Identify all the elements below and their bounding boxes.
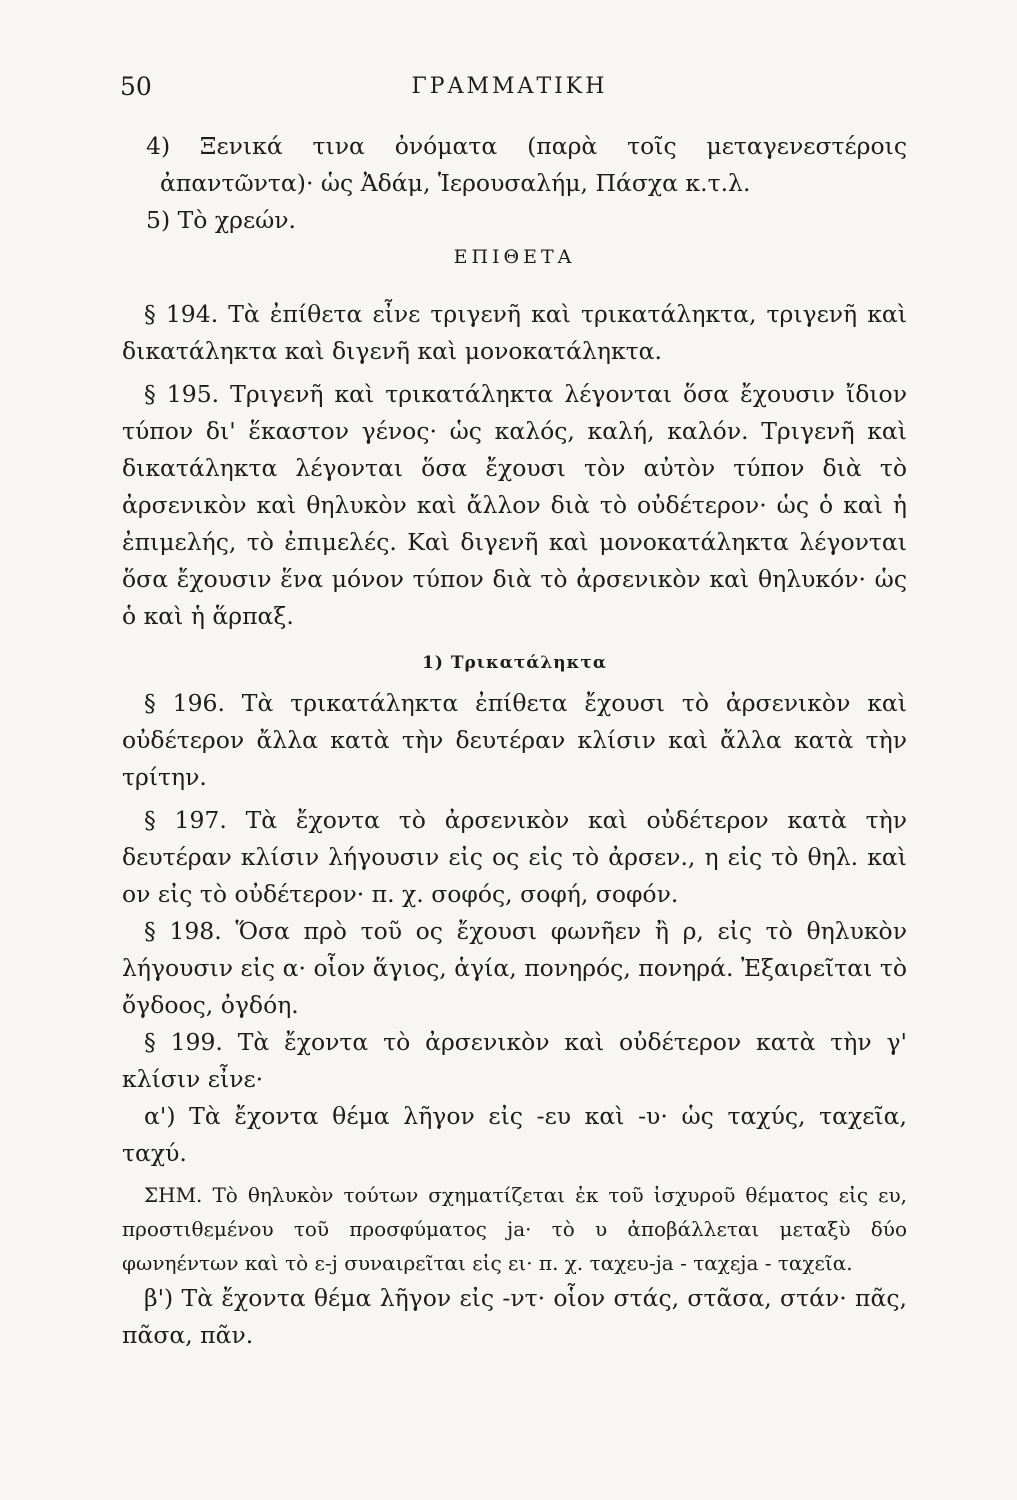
list-item-chreon: 5) Τὸ χρεών.	[146, 206, 297, 234]
note-sim: ΣΗΜ. Τὸ θηλυκὸν τούτων σχηματίζεται ἐκ τοῦ ἰσχυροῦ θέματος εἰς ευ, προστιθεμένου τοῦ προσφύματος ja· τὸ υ ἀποβάλλεται μεταξὺ δύο φωνηέντων καὶ τὸ ε-j συναιρεῖται εἰς ει· π. χ. ταχευ-ja - ταχεja - ταχεῖα.	[122, 1183, 907, 1275]
section-199: § 199. Τὰ ἔχοντα τὸ ἀρσενικὸν καὶ οὐδέτερον κατὰ τὴν γ' κλίσιν εἶνε·	[122, 1028, 907, 1093]
subsection-heading-trikatalikta: 1) Τρικατάληκτα	[422, 653, 607, 673]
section-198: § 198. Ὅσα πρὸ τοῦ ος ἔχουσι φωνῆεν ἢ ρ, εἰς τὸ θηλυκὸν λήγουσιν εἰς α· οἷον ἅγιος, ἁγία, πονηρός, πονηρά. Ἐξαιρεῖται τὸ ὄγδοος, ὀγδόη.	[122, 917, 907, 1019]
section-194: § 194. Τὰ ἐπίθετα εἶνε τριγενῆ καὶ τρικατάληκτα, τριγενῆ καὶ δικατάληκτα καὶ διγενῆ καὶ μονοκατάληκτα.	[122, 300, 907, 365]
page-number: 50	[120, 72, 152, 101]
running-title: ΓΡΑΜΜΑΤΙΚΗ	[411, 74, 608, 99]
page-header	[120, 72, 899, 112]
case-alpha: α') Τὰ ἔχοντα θέμα λῆγον εἰς -ευ καὶ -υ· ὡς ταχύς, ταχεῖα, ταχύ.	[122, 1102, 907, 1167]
section-196: § 196. Τὰ τρικατάληκτα ἐπίθετα ἔχουσι τὸ ἀρσενικὸν καὶ οὐδέτερον ἄλλα κατὰ τὴν δευτέραν κλίσιν καὶ ἄλλα κατὰ τὴν τρίτην.	[122, 689, 907, 791]
section-195: § 195. Τριγενῆ καὶ τρικατάληκτα λέγονται ὅσα ἔχουσιν ἴδιον τύπον δι' ἕκαστον γένος· ὡς καλός, καλή, καλόν. Τριγενῆ καὶ δικατάληκτα λέγονται ὅσα ἔχουσι τὸν αὐτὸν τύπον διὰ τὸ ἀρσενικὸν καὶ θηλυκὸν καὶ ἄλλον διὰ τὸ οὐδέτερον· ὡς ὁ καὶ ἡ ἐπιμελής, τὸ ἐπιμελές. Καὶ διγενῆ καὶ μονοκατάληκτα λέγονται ὅσα ἔχουσιν ἕνα μόνον τύπον διὰ τὸ ἀρσενικὸν καὶ θηλυκόν· ὡς ὁ καὶ ἡ ἅρπαξ.	[122, 380, 907, 630]
page-body	[122, 128, 907, 1354]
section-heading-adjectives: ΕΠΙΘΕΤΑ	[453, 246, 576, 268]
list-item-foreign-names: 4) Ξενικά τινα ὀνόματα (παρὰ τοῖς μεταγενεστέροις ἀπαντῶντα)· ὡς Ἀδάμ, Ἱερουσαλήμ, Πάσχα κ.τ.λ.	[146, 132, 907, 197]
case-beta: β') Τὰ ἔχοντα θέμα λῆγον εἰς -ντ· οἷον στάς, στᾶσα, στάν· πᾶς, πᾶσα, πᾶν.	[122, 1284, 907, 1349]
section-197: § 197. Τὰ ἔχοντα τὸ ἀρσενικὸν καὶ οὐδέτερον κατὰ τὴν δευτέραν κλίσιν λήγουσιν εἰς ος εἰς τὸ ἀρσεν., η εἰς τὸ θηλ. καὶ ον εἰς τὸ οὐδέτερον· π. χ. σοφός, σοφή, σοφόν.	[122, 806, 907, 908]
